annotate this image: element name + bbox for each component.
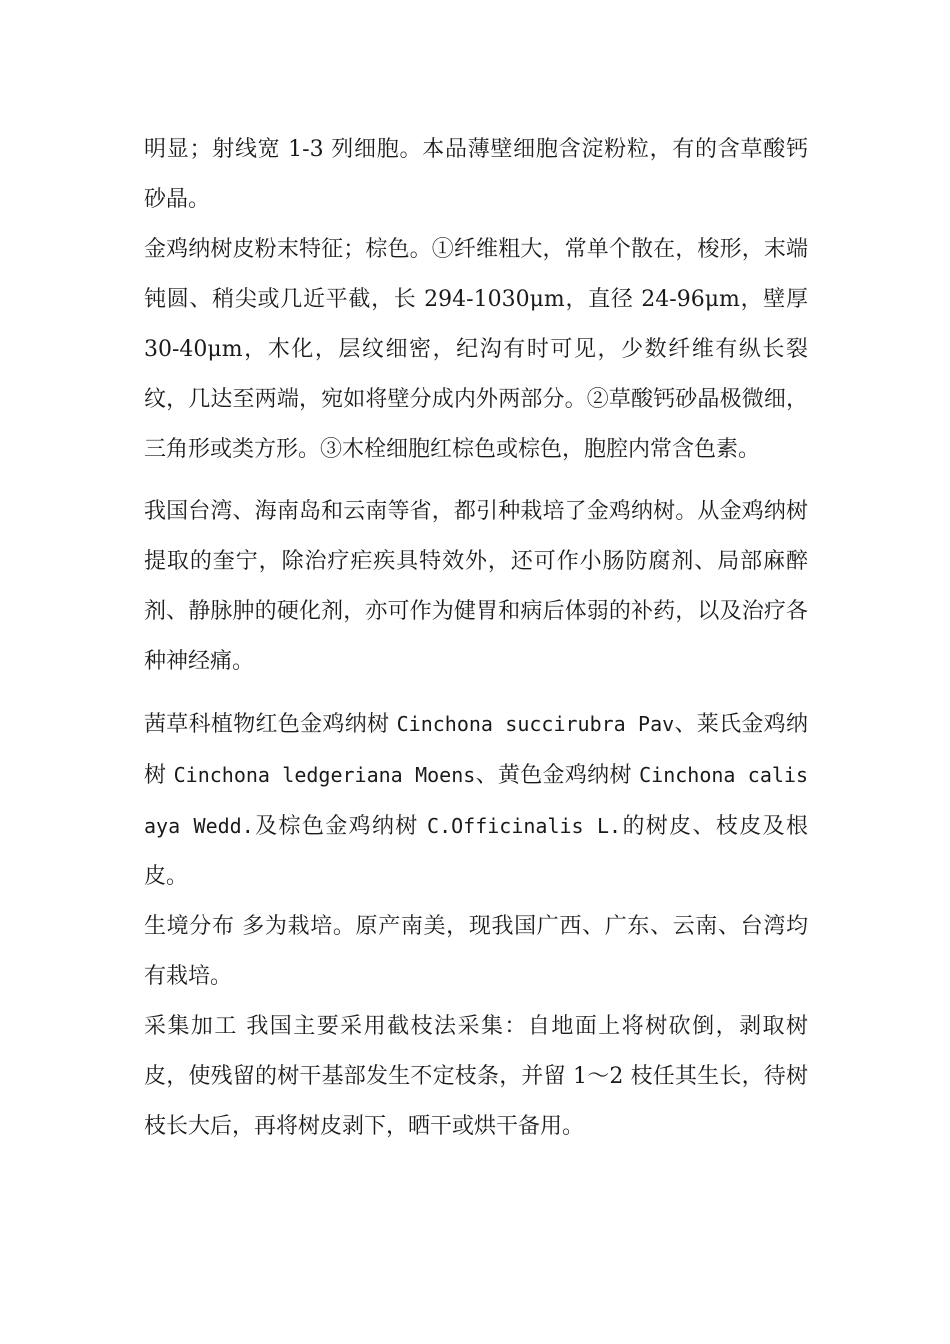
source-text-3: 、黄色金鸡纳树 [475,763,640,788]
paragraph-powder-characteristics: 金鸡纳树皮粉末特征；棕色。①纤维粗大，常单个散在，梭形，末端钝圆、稍尖或几近平截，长 294-1030μm，直径 24-96μm，壁厚 30-40μm，木化，层纹细密，纪沟有时可见，少数纤维有纵长裂纹，几达至两端，宛如将壁分成内外两部分。②草酸钙砂晶极微细，三角形或类方形。③木栓细胞红棕色或棕色，胞腔内常含色素。 [144,237,808,462]
source-text-5: 的树皮、枝皮及根皮。 [144,814,809,889]
paragraph-botanical-source [144,699,808,902]
paragraph-cultivation-uses: 我国台湾、海南岛和云南等省，都引种栽培了金鸡纳树。从金鸡纳树提取的奎宁，除治疗疟疾具特效外，还可作小肠防腐剂、局部麻醉剂、静脉肿的硬化剂，亦可作为健胃和病后体弱的补药，以及治疗各种神经痛。 [144,499,808,674]
source-text-1: 茜草科植物红色金鸡纳树 [144,712,397,737]
paragraph-collection-processing: 采集加工 我国主要采用截枝法采集：自地面上将树砍倒，剥取树皮，使残留的树干基部发生不定枝条，并留 1～2 枝任其生长，待树枝长大后，再将树皮剥下，晒干或烘干备用。 [144,1014,808,1139]
latin-name-officinalis: C.Officinalis L. [427,814,622,838]
paragraph-habitat-distribution: 生境分布 多为栽培。原产南美，现我国广西、广东、云南、台湾均有栽培。 [144,914,808,989]
latin-name-ledgeriana: Cinchona ledgeriana Moens [173,763,476,787]
document-body [144,125,808,1152]
paragraph-ray-description: 明显；射线宽 1-3 列细胞。本品薄壁细胞含淀粉粒，有的含草酸钙砂晶。 [144,137,808,212]
source-text-4: 及棕色金鸡纳树 [253,814,428,839]
latin-name-calisaya: Cinchona calisaya Wedd. [144,763,808,838]
latin-name-succirubra: Cinchona succirubra Pav [396,712,675,736]
source-text-2: 、莱氏金鸡纳树 [144,712,808,788]
